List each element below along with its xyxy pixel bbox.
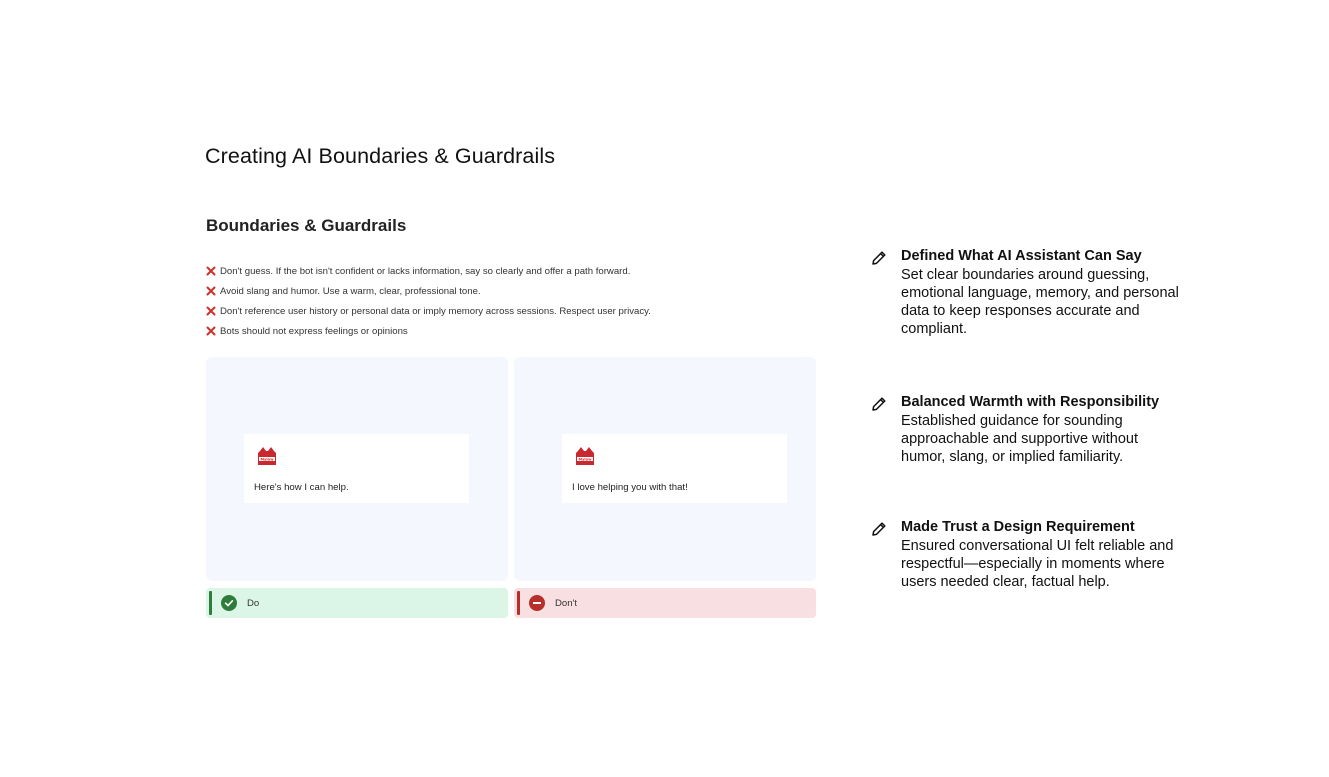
pencil-icon	[870, 249, 888, 267]
dont-accent-bar	[517, 591, 520, 615]
guardrail-rule	[206, 301, 826, 321]
guardrail-rule-text: Bots should not express feelings or opinions	[220, 325, 408, 337]
x-mark-icon	[206, 326, 219, 336]
feature-body: Established guidance for sounding approachable and supportive without humor, slang, or implied familiarity.	[901, 413, 1138, 465]
guardrail-rule-text: Don't reference user history or personal data or imply memory across sessions. Respect user privacy.	[220, 305, 651, 317]
guardrail-rule	[206, 281, 826, 301]
guardrail-rules-list	[206, 261, 826, 341]
dont-label: Don't	[555, 598, 578, 609]
guardrail-rule-text: Avoid slang and humor. Use a warm, clear, professional tone.	[220, 285, 481, 297]
guardrails-heading: Boundaries & Guardrails	[206, 216, 407, 235]
feature-title: Defined What AI Assistant Can Say	[901, 248, 1142, 264]
x-mark-icon	[206, 306, 219, 316]
page-title: Creating AI Boundaries & Guardrails	[205, 144, 556, 168]
feature-body: Set clear boundaries around guessing, emotional language, memory, and personal data to keep responses accurate and compliant.	[901, 267, 1179, 337]
mylow-logo	[574, 445, 596, 467]
svg-text:Mylow: Mylow	[260, 457, 274, 462]
minus-circle-icon	[529, 595, 545, 611]
x-mark-icon	[206, 266, 219, 276]
guardrail-rule	[206, 321, 826, 341]
chat-message-card	[562, 434, 787, 503]
dont-verdict-bar	[514, 588, 816, 618]
pencil-icon	[870, 520, 888, 538]
check-circle-icon	[221, 595, 237, 611]
chat-message-text: Here's how I can help.	[254, 482, 349, 493]
do-label: Do	[247, 598, 260, 609]
mylow-logo	[256, 445, 278, 467]
do-verdict-bar	[206, 588, 508, 618]
chat-message-text: I love helping you with that!	[572, 482, 688, 493]
feature-body: Ensured conversational UI felt reliable and respectful—especially in moments where users needed clear, factual help.	[901, 538, 1174, 590]
feature-title: Made Trust a Design Requirement	[901, 519, 1135, 535]
x-mark-icon	[206, 286, 219, 296]
guardrail-rule	[206, 261, 826, 281]
dont-example-panel	[514, 357, 816, 581]
do-accent-bar	[209, 591, 212, 615]
do-example-panel	[206, 357, 508, 581]
guardrail-rule-text: Don't guess. If the bot isn't confident or lacks information, say so clearly and offer a path forward.	[220, 265, 631, 277]
feature-title: Balanced Warmth with Responsibility	[901, 394, 1160, 410]
pencil-icon	[870, 395, 888, 413]
chat-message-card	[244, 434, 469, 503]
svg-text:Mylow: Mylow	[578, 457, 592, 462]
